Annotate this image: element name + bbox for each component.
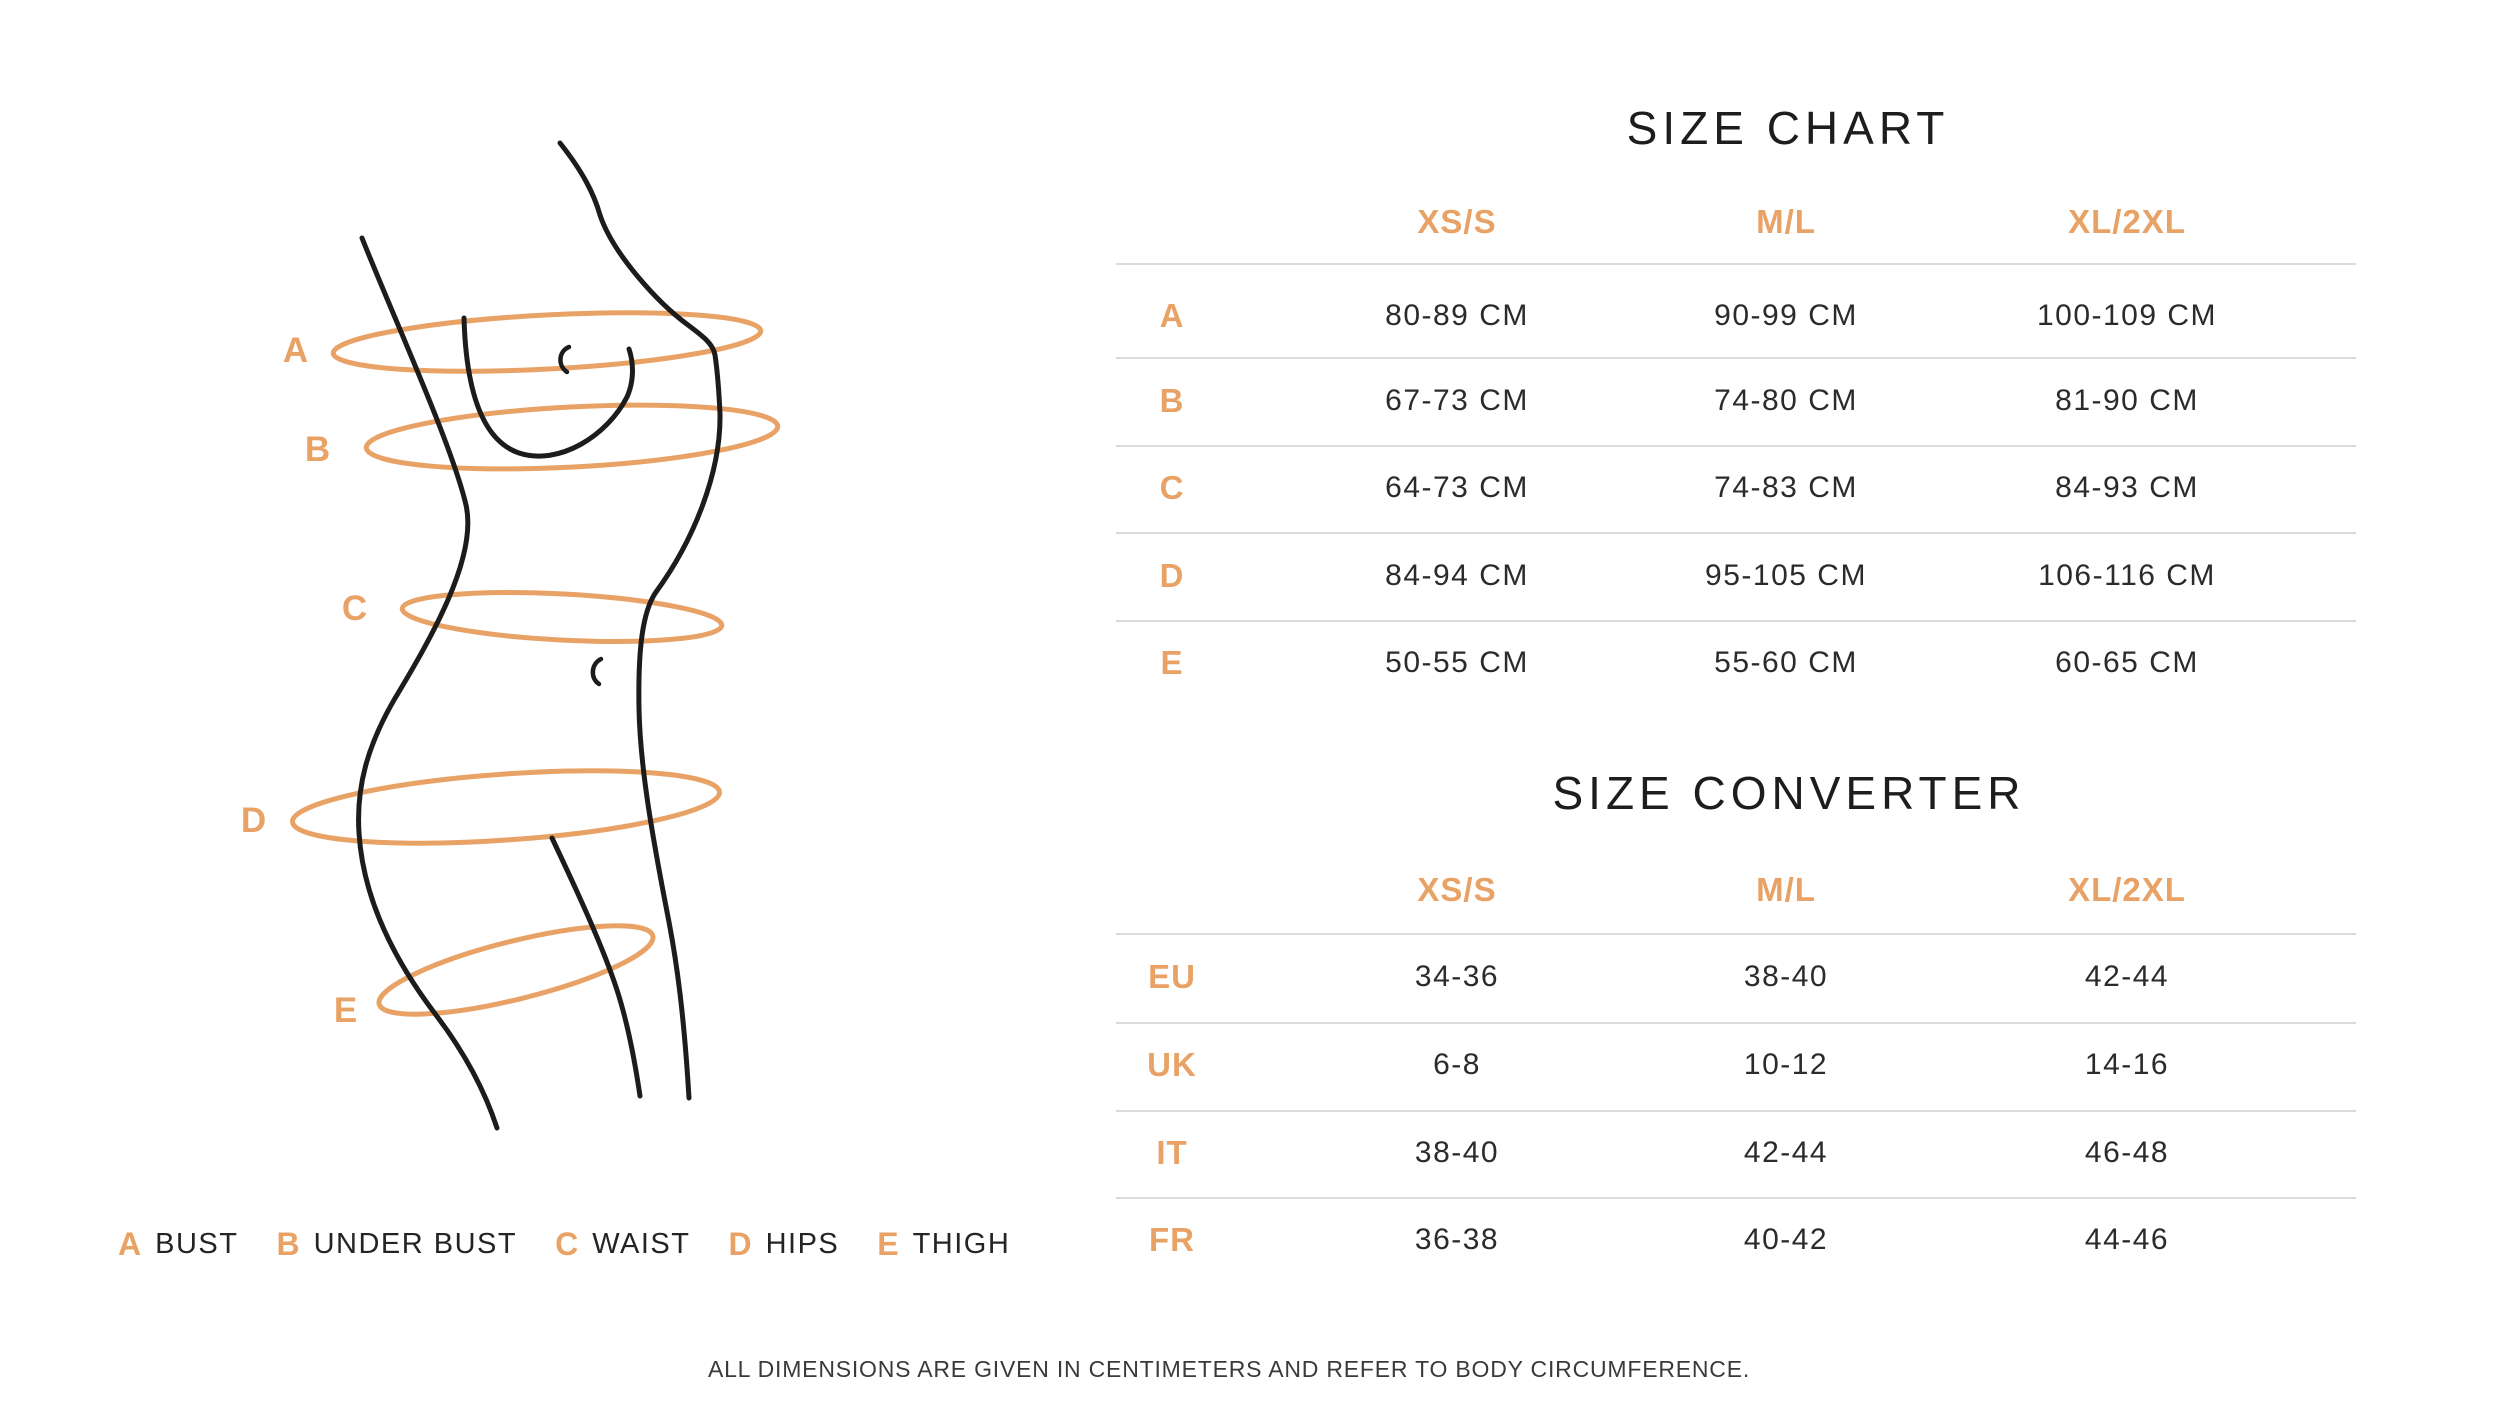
row-value: 100-109 CM [2036,299,2218,332]
row-value: 60-65 CM [2055,646,2199,679]
divider [1116,1110,2356,1112]
row-value: 34-36 [1414,960,1500,993]
row-value: 67-73 CM [1385,384,1529,417]
size-converter-title: SIZE CONVERTER [1552,767,2026,819]
size-converter-col-xss: XS/S [1417,871,1497,908]
figure-label-b: B [304,430,332,469]
legend-letter: A [118,1225,142,1262]
divider [1116,933,2356,935]
size-chart-row-c [1116,466,2356,510]
row-value: 64-73 CM [1385,471,1529,504]
navel-mark [593,659,601,684]
row-value: 95-105 CM [1705,559,1867,592]
size-converter-header-row [1116,868,2356,912]
row-value: 14-16 [2084,1048,2170,1081]
row-label: A [1159,297,1185,334]
legend-item-bust [118,1226,238,1263]
row-label: D [1159,557,1185,594]
dimensions-footnote: ALL DIMENSIONS ARE GIVEN IN CENTIMETERS AND REFER TO BODY CIRCUMFERENCE. [707,1356,1751,1382]
legend-letter: D [728,1225,752,1262]
size-chart-row-d [1116,554,2356,598]
row-value: 6-8 [1433,1048,1481,1081]
row-value: 80-89 CM [1385,299,1529,332]
row-value: 84-93 CM [2055,471,2199,504]
size-chart-row-b [1116,379,2356,423]
row-value: 55-60 CM [1714,646,1858,679]
row-value: 38-40 [1743,960,1829,993]
size-converter-row-it [1116,1131,2356,1175]
divider [1116,620,2356,622]
legend-item-waist [555,1226,690,1263]
size-chart-row-a [1116,294,2356,338]
size-converter-row-uk [1116,1043,2356,1087]
row-value: 106-116 CM [2038,559,2216,592]
figure-label-d: D [240,801,268,840]
legend-label: BUST [155,1227,239,1260]
size-chart-row-e [1116,641,2356,685]
size-chart-header-row [1116,200,2356,244]
measurement-legend [118,1222,1010,1266]
thigh-ellipse [372,908,660,1032]
row-label: UK [1147,1046,1197,1083]
size-chart-col-xss: XS/S [1417,203,1497,240]
row-value: 90-99 CM [1714,299,1858,332]
row-value: 42-44 [1743,1136,1829,1169]
row-label: E [1160,644,1184,681]
divider [1116,1197,2356,1199]
row-value: 38-40 [1414,1136,1500,1169]
figure-label-e: E [333,991,359,1030]
divider [1116,1022,2356,1024]
figure-label-a: A [282,331,310,370]
row-value: 46-48 [2084,1136,2170,1169]
legend-label: UNDER BUST [313,1227,518,1260]
legend-label: THIGH [912,1227,1011,1260]
divider [1116,263,2356,265]
size-converter-row-fr [1116,1218,2356,1262]
body-measurement-diagram [150,130,850,1140]
legend-item-under-bust [276,1226,517,1263]
row-value: 10-12 [1743,1048,1829,1081]
row-label: IT [1156,1134,1188,1171]
size-converter-col-ml: M/L [1756,871,1816,908]
legend-item-hips [728,1226,839,1263]
legend-label: WAIST [592,1227,691,1260]
hips-ellipse [290,759,722,855]
row-label: EU [1148,958,1196,995]
divider [1116,357,2356,359]
size-chart-col-ml: M/L [1756,203,1816,240]
size-chart-col-xl2xl: XL/2XL [2068,203,2186,240]
row-label: B [1159,382,1185,419]
row-value: 40-42 [1743,1223,1829,1256]
legend-item-thigh [877,1226,1010,1263]
row-value: 84-94 CM [1385,559,1529,592]
legend-letter: E [877,1225,899,1262]
size-converter-col-xl2xl: XL/2XL [2068,871,2186,908]
legend-letter: C [555,1225,579,1262]
breast-curve [464,318,633,456]
row-label: C [1159,469,1185,506]
legend-letter: B [276,1225,300,1262]
row-value: 50-55 CM [1385,646,1529,679]
divider [1116,445,2356,447]
row-label: FR [1149,1221,1195,1258]
figure-label-c: C [341,589,369,628]
row-value: 81-90 CM [2055,384,2199,417]
legend-label: HIPS [765,1227,840,1260]
row-value: 42-44 [2084,960,2170,993]
size-converter-row-eu [1116,955,2356,999]
size-chart-title: SIZE CHART [1626,102,1950,154]
divider [1116,532,2356,534]
row-value: 74-80 CM [1714,384,1858,417]
row-value: 74-83 CM [1714,471,1858,504]
far-leg-line [552,838,640,1096]
row-value: 36-38 [1414,1223,1500,1256]
row-value: 44-46 [2084,1223,2170,1256]
